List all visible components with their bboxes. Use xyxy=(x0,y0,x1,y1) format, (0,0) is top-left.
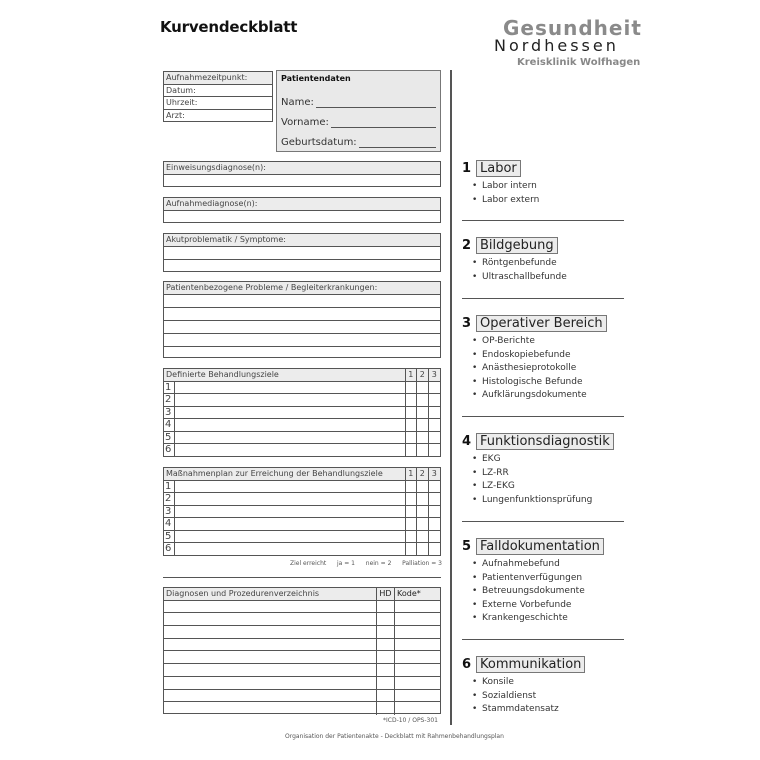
column-header: 3 xyxy=(431,469,437,478)
row-number: 3 xyxy=(164,407,175,419)
register-section-operativ xyxy=(462,315,624,403)
table-row[interactable] xyxy=(164,613,440,626)
register-section-bildgebung xyxy=(462,237,624,284)
table-row[interactable] xyxy=(164,382,440,395)
table-row[interactable] xyxy=(164,444,440,457)
row-number: 5 xyxy=(164,531,175,543)
column-header: 1 xyxy=(406,468,418,480)
table-header-row xyxy=(164,369,440,382)
table-row[interactable] xyxy=(164,651,440,664)
legend-palliation: Palliation = 3 xyxy=(402,560,442,567)
section-divider xyxy=(462,521,624,522)
input-row[interactable] xyxy=(164,260,440,272)
list-item: • Labor extern xyxy=(482,194,624,208)
section-number: 4 xyxy=(462,434,472,449)
acute-problems-box[interactable] xyxy=(163,233,441,272)
patient-data-heading: Patientendaten xyxy=(281,74,351,83)
input-row[interactable] xyxy=(164,308,440,321)
section-label: Operativer Bereich xyxy=(476,315,607,332)
doctor-field[interactable]: Arzt: xyxy=(166,110,185,120)
divider xyxy=(163,577,441,578)
table-row[interactable] xyxy=(164,690,440,703)
list-item: • EKG xyxy=(482,453,624,467)
table-row[interactable] xyxy=(164,481,440,494)
register-section-funktion xyxy=(462,433,624,507)
section-divider xyxy=(462,298,624,299)
section-label: Funktionsdiagnostik xyxy=(476,433,614,450)
measures-plan-title: Maßnahmenplan zur Erreichung der Behandlungsziele xyxy=(164,468,406,480)
input-row[interactable] xyxy=(164,321,440,334)
list-item: • Patientenverfügungen xyxy=(482,572,624,586)
input-row[interactable] xyxy=(164,211,440,224)
section-label: Kommunikation xyxy=(476,656,585,673)
list-item: • Labor intern xyxy=(482,180,624,194)
section-number: 3 xyxy=(462,316,472,331)
input-row[interactable] xyxy=(164,175,440,188)
table-row[interactable] xyxy=(164,543,440,556)
list-item: • Ultraschallbefunde xyxy=(482,271,624,285)
table-row[interactable] xyxy=(164,531,440,544)
first-name-field[interactable] xyxy=(281,117,436,128)
list-item: • OP-Berichte xyxy=(482,335,624,349)
section-number: 1 xyxy=(462,161,472,176)
acute-problems-label: Akutproblematik / Symptome: xyxy=(164,234,440,247)
section-label: Falldokumentation xyxy=(476,538,604,555)
diagnoses-title: Diagnosen und Prozedurenverzeichnis xyxy=(164,588,377,600)
list-item: • Externe Vorbefunde xyxy=(482,599,624,613)
list-item: • Krankengeschichte xyxy=(482,612,624,626)
row-number: 2 xyxy=(164,493,175,505)
legend-label: Ziel erreicht xyxy=(290,560,327,567)
list-item: • Anästhesieprotokolle xyxy=(482,362,624,376)
referral-diagnosis-label: Einweisungsdiagnose(n): xyxy=(164,162,440,175)
table-row[interactable] xyxy=(164,506,440,519)
section-divider xyxy=(462,416,624,417)
logo-clinic: Kreisklinik Wolfhagen xyxy=(517,57,641,68)
input-row[interactable] xyxy=(164,334,440,347)
list-item: • Röntgenbefunde xyxy=(482,257,624,271)
section-number: 2 xyxy=(462,238,472,253)
name-label: Name: xyxy=(281,97,314,108)
table-row[interactable] xyxy=(164,639,440,652)
birthdate-field[interactable] xyxy=(281,137,436,148)
table-row[interactable] xyxy=(164,432,440,445)
list-item: • LZ-RR xyxy=(482,467,624,481)
table-row[interactable] xyxy=(164,407,440,420)
column-header: 2 xyxy=(417,468,429,480)
code-footnote: *ICD-10 / OPS-301 xyxy=(383,717,438,724)
list-item: • Lungenfunktionsprüfung xyxy=(482,494,624,508)
goal-legend xyxy=(290,560,442,567)
code-header: Kode* xyxy=(397,589,421,598)
column-header: 3 xyxy=(431,370,437,379)
referral-diagnosis-box[interactable] xyxy=(163,161,441,187)
list-item: • Sozialdienst xyxy=(482,690,624,704)
legend-no: nein = 2 xyxy=(365,560,392,567)
register-section-labor xyxy=(462,160,624,207)
table-row[interactable] xyxy=(164,664,440,677)
list-item: • Konsile xyxy=(482,676,624,690)
column-header: 1 xyxy=(406,369,418,381)
row-number: 5 xyxy=(164,432,175,444)
table-header-row xyxy=(164,468,440,481)
section-divider xyxy=(462,639,624,640)
list-item: • Aufnahmebefund xyxy=(482,558,624,572)
row-number: 6 xyxy=(164,543,175,556)
patient-problems-box[interactable] xyxy=(163,281,441,358)
table-row[interactable] xyxy=(164,702,440,715)
section-number: 6 xyxy=(462,657,472,672)
logo-line-1: Gesundheit xyxy=(503,16,642,40)
legend-yes: ja = 1 xyxy=(337,560,356,567)
row-number: 1 xyxy=(164,481,175,493)
row-number: 2 xyxy=(164,394,175,406)
first-name-label: Vorname: xyxy=(281,117,329,128)
treatment-goals-title: Definierte Behandlungsziele xyxy=(164,369,406,381)
column-header: 2 xyxy=(417,369,429,381)
time-field[interactable]: Uhrzeit: xyxy=(164,97,272,110)
table-row[interactable] xyxy=(164,626,440,639)
section-label: Labor xyxy=(476,160,521,177)
logo-line-2: Nordhessen xyxy=(494,36,619,55)
birthdate-label: Geburtsdatum: xyxy=(281,137,357,148)
admission-box xyxy=(163,71,273,122)
patient-problems-label: Patientenbezogene Probleme / Begleiterkrankungen: xyxy=(164,282,440,295)
admission-time-label: Aufnahmezeitpunkt: xyxy=(164,72,272,85)
input-row[interactable] xyxy=(164,247,440,260)
table-row[interactable] xyxy=(164,493,440,506)
page-title: Kurvendeckblatt xyxy=(160,18,298,36)
diagnoses-table xyxy=(163,587,441,714)
row-number: 4 xyxy=(164,518,175,530)
table-row[interactable] xyxy=(164,677,440,690)
section-label: Bildgebung xyxy=(476,237,558,254)
input-row[interactable] xyxy=(164,347,440,359)
date-field[interactable]: Datum: xyxy=(164,85,272,98)
register-section-fall xyxy=(462,538,624,626)
row-number: 3 xyxy=(164,506,175,518)
footer-text: Organisation der Patientenakte - Deckblatt mit Rahmenbehandlungsplan xyxy=(285,733,504,740)
table-row[interactable] xyxy=(164,419,440,432)
name-field[interactable] xyxy=(281,97,436,108)
list-item: • Betreuungsdokumente xyxy=(482,585,624,599)
input-row[interactable] xyxy=(164,295,440,308)
list-item: • Aufklärungsdokumente xyxy=(482,389,624,403)
vertical-divider xyxy=(450,70,452,725)
hd-header: HD xyxy=(377,588,395,600)
admission-diagnosis-label: Aufnahmediagnose(n): xyxy=(164,198,440,211)
row-number: 6 xyxy=(164,444,175,457)
table-row[interactable] xyxy=(164,518,440,531)
section-number: 5 xyxy=(462,539,472,554)
table-row[interactable] xyxy=(164,394,440,407)
list-item: • LZ-EKG xyxy=(482,480,624,494)
measures-plan-table xyxy=(163,467,441,556)
register-section-kommunikation xyxy=(462,656,624,717)
table-header-row xyxy=(164,588,440,601)
list-item: • Endoskopiebefunde xyxy=(482,349,624,363)
row-number: 1 xyxy=(164,382,175,394)
patient-data-box xyxy=(276,70,441,152)
row-number: 4 xyxy=(164,419,175,431)
list-item: • Histologische Befunde xyxy=(482,376,624,390)
treatment-goals-table xyxy=(163,368,441,457)
section-divider xyxy=(462,220,624,221)
list-item: • Stammdatensatz xyxy=(482,703,624,717)
table-row[interactable] xyxy=(164,601,440,614)
admission-diagnosis-box[interactable] xyxy=(163,197,441,223)
